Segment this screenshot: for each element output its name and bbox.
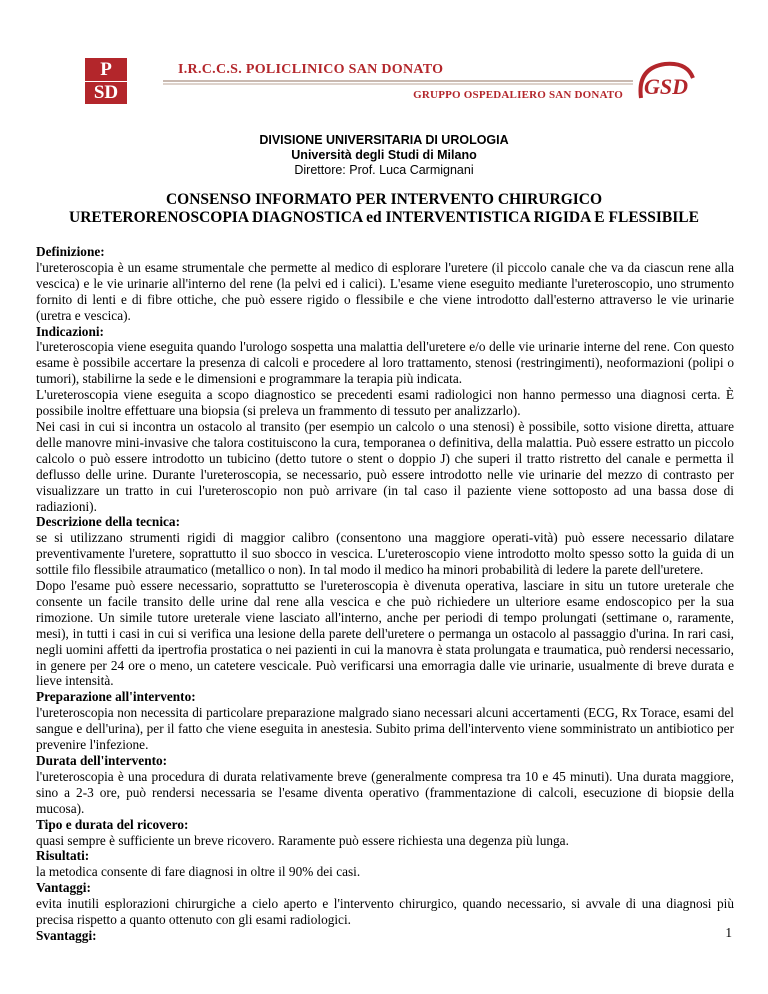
section-heading: Descrizione della tecnica: (36, 514, 180, 530)
section-paragraph: l'ureteroscopia è una procedura di durata relativamente breve (generalmente compresa tra 10 e 45 minuti). Una durata maggiore, sino a 2-3 ore, può rendersi necessaria se l'esame diventa operativo (frammentazione di calcoli, esecuzione di biopsie della mucosa). (36, 768, 734, 816)
university-name: Università degli Studi di Milano (291, 148, 477, 162)
division-name: DIVISIONE UNIVERSITARIA DI UROLOGIA (259, 133, 509, 147)
group-name: GRUPPO OSPEDALIERO SAN DONATO (413, 89, 623, 101)
document-body (36, 244, 734, 944)
header-banner (85, 58, 697, 108)
section-paragraph: l'ureteroscopia viene eseguita quando l'urologo sospetta una malattia dell'uretere e/o delle vie urinarie interne del rene. Con questo esame è possibile accertare la presenza di calcoli e procedere al loro trattamento, stenosi (restringimenti), neoformazioni (polipi o tumori), stabilirne la sede e le dimensioni e programmare la terapia più indicata. (36, 339, 734, 387)
institution-name: I.R.C.C.S. POLICLINICO SAN DONATO (178, 62, 444, 77)
section-paragraph: evita inutili esplorazioni chirurgiche a cielo aperto e l'intervento chirurgico, quando necessario, si avvale di una diagnosi più precisa rispetto a quanto ottenuto con gli esami radiologici. (36, 896, 734, 928)
section-heading: Definizione: (36, 244, 105, 259)
section-paragraph: la metodica consente di fare diagnosi in oltre il 90% dei casi. (36, 864, 361, 880)
psd-logo (85, 58, 127, 104)
gsd-logo-text: GSD (644, 74, 689, 99)
section-heading: Vantaggi: (36, 880, 91, 896)
section-paragraph: l'ureteroscopia non necessita di particolare preparazione malgrado siano necessari alcuni accertamenti (ECG, Rx Torace, esami del sangue e dell'urina), per il fatto che viene eseguita in anestesia. Subito prima dell'intervento viene somministrato un antibiotico per prevenire l'infezione. (36, 705, 734, 753)
gsd-logo (635, 58, 697, 106)
section-paragraph: Dopo l'esame può essere necessario, soprattutto se l'ureteroscopia è divenuta operativa, lasciare in situ un tutore ureterale che consente un facile transito delle urine dal rene alla vescica e che può richiedere un ulteriore esame endoscopico per la sua rimozione. Un simile tutore ureterale viene lasciato all'interno, anche per periodi di tempo prolungati (settimane o, raramente, mesi), in tutti i casi in cui si verifica una lesione della parete dell'uretere o permanga un ostacolo al passaggio d'urina. In rari casi, negli uomini affetti da ipertrofia prostatica o nei pazienti in cui la manovra è stata prolungata e traumatica, può rendersi necessario, in genere per 24 ore o meno, un catetere vescicale. Può verificarsi una emorragia dalle vie urinarie, usualmente di breve durata e lieve intensità. (36, 578, 734, 689)
section-paragraph: l'ureteroscopia è un esame strumentale che permette al medico di esplorare l'uretere (il piccolo canale che va da ciascun rene alla vescica) e le vie urinarie all'interno del rene (la pelvi ed i calici). L'esame viene eseguito mediante l'ureteroscopio, uno strumento fornito di lenti e di fibre ottiche, che può essere rigido o flessibile e che viene introdotto dall'esterno attraverso le vie urinarie (uretra e vescica). (36, 259, 734, 323)
section-heading: Durata dell'intervento: (36, 753, 168, 768)
document-title-line-2: URETERORENOSCOPIA DIAGNOSTICA ed INTERVENTISTICA RIGIDA E FLESSIBILE (69, 209, 699, 226)
section-paragraph: Nei casi in cui si incontra un ostacolo al transito (per esempio un calcolo o una stenosi) è possibile, sotto visione diretta, attuare delle manovre mini-invasive che talora costituiscono la cura, temporanea o definitiva, della malattia. Può essere estratto un piccolo calcolo o può essere introdotto un tubicino (detto tutore o stent o doppio J) che superi il tratto ristretto del canale e permetta il deflusso delle urine. Durante l'ureteroscopia, se necessario, può essere introdotto nelle vie urinarie del mezzo di contrasto per visualizzare un tratto in cui l'ureteroscopio non può arrivare (in tal caso il paziente viene sottoposto ad una bassa dose di radiazioni). (36, 418, 734, 514)
director-name: Direttore: Prof. Luca Carmignani (294, 163, 474, 177)
header-divider (163, 80, 633, 82)
section-heading: Indicazioni: (36, 323, 104, 339)
section-paragraph: L'ureteroscopia viene eseguita a scopo diagnostico se precedenti esami radiologici non hanno permesso una diagnosi certa. È possibile inoltre effettuare una biopsia (si preleva un frammento di tessuto per analizzarlo). (36, 387, 734, 419)
page-number: 1 (725, 925, 732, 940)
section-heading: Tipo e durata del ricovero: (36, 816, 189, 832)
document-title-line-1: CONSENSO INFORMATO PER INTERVENTO CHIRURGICO (165, 191, 603, 208)
section-paragraph: se si utilizzano strumenti rigidi di maggior calibro (consentono una maggiore operati-vità) può essere necessario dilatare preventivamente l'uretere, soprattutto il suo sbocco in vescica. L'ureteroscopio viene introdotto molto spesso sotto la guida di un sottile filo flessibile atraumatico (metallico o non). In tal modo il medico ha minori probabilità di ledere la parete dell'uretere. (36, 530, 734, 578)
header-divider (163, 83, 633, 85)
section-heading: Preparazione all'intervento: (36, 689, 196, 705)
section-heading: Risultati: (36, 848, 90, 864)
section-paragraph: quasi sempre è sufficiente un breve ricovero. Raramente può essere richiesta una degenza più lunga. (36, 832, 569, 848)
section-heading: Svantaggi: (36, 927, 97, 943)
psd-logo-top: P (100, 59, 112, 80)
psd-logo-bottom: SD (85, 81, 127, 104)
